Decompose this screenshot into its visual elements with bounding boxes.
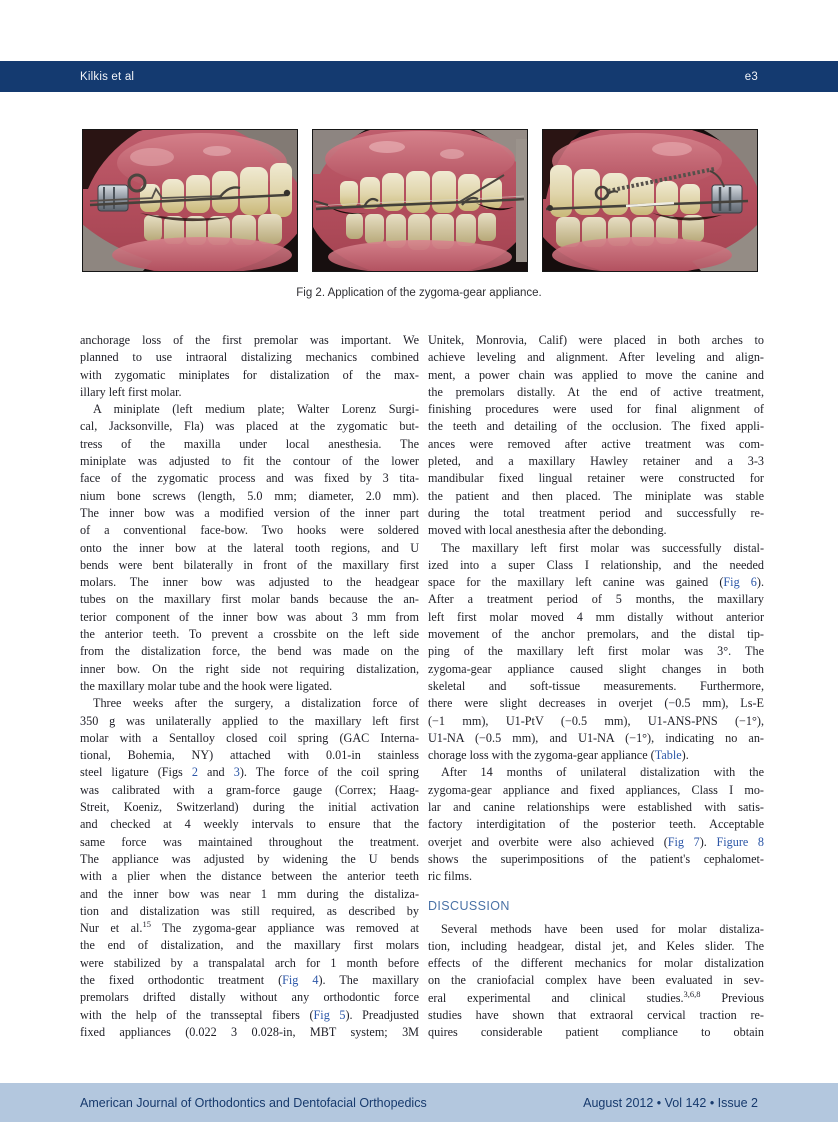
text-line: studies have shown that extraoral cervical traction re- [428,1007,764,1022]
text-line: (−1 mm), U1-PtV (−0.5 mm), U1-ANS-PNS (−1°), [428,713,764,728]
text-line: tubes on the maxillary first molar bands because the an- [80,592,419,607]
figure-reference[interactable]: Fig 4 [282,972,319,987]
section-heading: DISCUSSION [428,898,510,913]
text-line: factory interdigitation of the posterior teeth. Acceptable [428,817,764,832]
text-line: miniplate was adjusted to fit the contour of the lower [80,454,419,469]
text-line: ric films. [428,869,473,884]
figure-reference[interactable]: Table [654,748,682,763]
text-line: inner bow. On the right side not requiring distalization, [80,661,419,676]
text-line: were stabilized by a transpalatal arch for 1 month before [80,955,419,970]
text-line: onto the inner bow at the lateral tooth regions, and U [80,540,419,555]
text-line: the end of distalization, and the maxillary first molars [80,938,419,953]
running-head-author: Kilkis et al [80,70,135,83]
text-line: during the total treatment period and successfully re- [428,505,764,520]
text-line: chorage loss with the zygoma-gear appliance (Table). [428,748,689,763]
text-line: tress of the maxilla under local anesthesia. The [80,436,419,451]
footer-bar [0,1083,838,1122]
text-line: Three weeks after the surgery, a distalization force of [93,696,419,711]
footer-journal-title: American Journal of Orthodontics and Dentofacial Orthopedics [80,1095,427,1110]
page-number: e3 [744,70,758,83]
text-line: Nur et al.$^{15}$ The zygoma-gear appliance was removed at [80,920,419,936]
text-line: premolars drifted distally without any orthodontic force [80,990,419,1005]
intraoral-photo-right-buccal [82,129,298,272]
text-line: ping of the maxillary left first molar was 3°. The [428,644,764,659]
text-line: Several methods have been used for molar distaliza- [441,921,764,936]
text-line: and checked at 4 weekly intervals to ensure that the [80,817,419,832]
text-line: steel ligature (Figs 2 and 3). The force of the coil spring [80,765,419,780]
text-line: The inner bow was a modified version of the inner part [80,505,419,520]
text-line: shows the superimpositions of the patient's cephalomet- [428,851,764,866]
figure-2-photo-row [82,129,758,272]
text-line: quires considerable patient compliance to obtain [428,1025,764,1040]
text-line: tional, Bohemia, NY) attached with 0.01-in stainless [80,748,419,763]
text-line: tion and distalization was still required, as described by [80,903,419,918]
text-line: overjet and overbite were also achieved (Fig 7). Figure 8 [428,834,764,849]
text-line: left first molar moved 4 mm distally without anterior [428,609,764,624]
article-column-right [428,332,764,1042]
text-line: ment, a power chain was applied to move the canine and [428,367,764,382]
text-line: lar and canine relationships were established with satis- [428,800,764,815]
text-line: same force was maintained throughout the treatment. [80,834,419,849]
text-line: space for the maxillary left canine was gained (Fig 6). [428,575,764,590]
text-line: with a plier when the distance between the anterior teeth [80,869,419,884]
figure-reference[interactable]: 3 [233,765,240,780]
article-column-left [80,332,419,1042]
text-line: cal, Jacksonville, Fla) was placed at the zygomatic but- [80,419,419,434]
text-line: After 14 months of unilateral distalization with the [441,765,764,780]
text-line: Unitek, Monrovia, Calif) were placed in both arches to [428,333,764,347]
text-line: on the craniofacial complex have been evaluated in sev- [428,973,764,988]
text-line: molars. The inner bow was adjusted to the headgear [80,575,419,590]
text-line: mandibular fixed lingual retainer were constructed for [428,471,764,486]
text-line: U1-NA (−0.5 mm), and U1-NA (−1°), indicating no an- [428,730,764,745]
text-line: finishing procedures were used for final alignment of [428,402,764,417]
citation-superscript: 15 [142,920,151,930]
text-line: movement of the anchor premolars, and the distal tip- [428,627,764,642]
footer-issue-info: August 2012 • Vol 142 • Issue 2 [583,1095,758,1110]
text-line: planned to use intraoral distalizing mechanics combined [80,350,419,365]
text-line: there were slight decreases in overjet (−0.5 mm), Ls-E [428,696,764,711]
text-line: skeletal and soft-tissue measurements. Furthermore, [428,678,764,693]
text-line: 350 g was unilaterally applied to the maxillary left first [80,713,419,728]
text-line: the maxillary molar tube and the hook were ligated. [80,678,333,693]
text-line: nium bone screws (length, 5.0 mm; diameter, 2.0 mm). [80,488,419,503]
text-line: ized into a super Class I relationship, and the needed [428,557,764,572]
text-line: the anterior teeth. To prevent a crossbite on the left side [80,627,419,642]
text-line: The maxillary left first molar was successfully distal- [441,540,764,555]
text-line: effects of the different mechanics for molar distalization [428,956,764,971]
text-line: and the inner bow was near 1 mm during the distaliza- [80,886,419,901]
figure-reference[interactable]: Figure 8 [716,834,764,849]
text-line: was calibrated with a gram-force gauge (Correx; Haag- [80,782,419,797]
text-line: Streit, Koeniz, Switzerland) during the initial activation [80,800,419,815]
text-line: the premolars distally. At the end of active treatment, [428,384,764,399]
intraoral-photo-frontal [312,129,528,272]
text-line: with zygomatic miniplates for distalization of the max- [80,367,419,382]
text-line: fixed appliances (0.022 3 0.028-in, MBT system; 3M [80,1024,419,1039]
figure-reference[interactable]: Fig 5 [313,1007,346,1022]
figure-reference[interactable]: 2 [191,765,198,780]
text-line: of a conventional face-bow. Two hooks were soldered [80,523,419,538]
text-line: After a treatment period of 5 months, the maxillary [428,592,764,607]
text-line: The appliance was adjusted by widening the U bends [80,851,419,866]
running-header-bar [0,61,838,92]
text-line: the patient and then placed. The miniplate was stable [428,488,764,503]
text-line: face of the zygomatic process and was fixed by 3 tita- [80,471,419,486]
text-line: A miniplate (left medium plate; Walter Lorenz Surgi- [93,402,419,417]
text-line: tion, including headgear, distal jet, and Keles slider. The [428,938,764,953]
intraoral-photo-left-buccal [542,129,758,272]
text-line: eral experimental and clinical studies.$^{3,6,8}$ Previous [428,989,764,1005]
figure-reference[interactable]: Fig 7 [667,834,700,849]
text-line: terior component of the inner bow was about 3 mm from [80,609,419,624]
figure-2-caption: Fig 2. Application of the zygoma-gear appliance. [296,287,542,299]
text-line: anchorage loss of the first premolar was important. We [80,333,419,347]
text-line: zygoma-gear appliance caused slight changes in both [428,661,764,676]
text-line: ances were removed after active treatment was com- [428,436,764,451]
text-line: illary left first molar. [80,384,182,399]
text-line: zygoma-gear appliance and fixed appliances, Class I mo- [428,782,764,797]
figure-reference[interactable]: Fig 6 [723,575,757,590]
text-line: molar with a Sentalloy closed coil spring (GAC Interna- [80,730,419,745]
text-line: bends were bent bilaterally in front of the maxillary first [80,557,419,572]
text-line: from the distalization force, the bend was made on the [80,644,419,659]
text-line: the fixed orthodontic treatment (Fig 4). The maxillary [80,972,419,987]
text-line: pleted, and a maxillary Hawley retainer and a 3-3 [428,454,764,469]
text-line: achieve leveling and alignment. After leveling and align- [428,350,764,365]
text-line: the teeth and detailing of the occlusion. The fixed appli- [428,419,764,434]
citation-superscript: 3,6,8 [683,989,701,999]
text-line: with the help of the transseptal fibers (Fig 5). Preadjusted [80,1007,419,1022]
text-line: moved with local anesthesia after the debonding. [428,523,667,538]
article-body [80,332,764,1042]
